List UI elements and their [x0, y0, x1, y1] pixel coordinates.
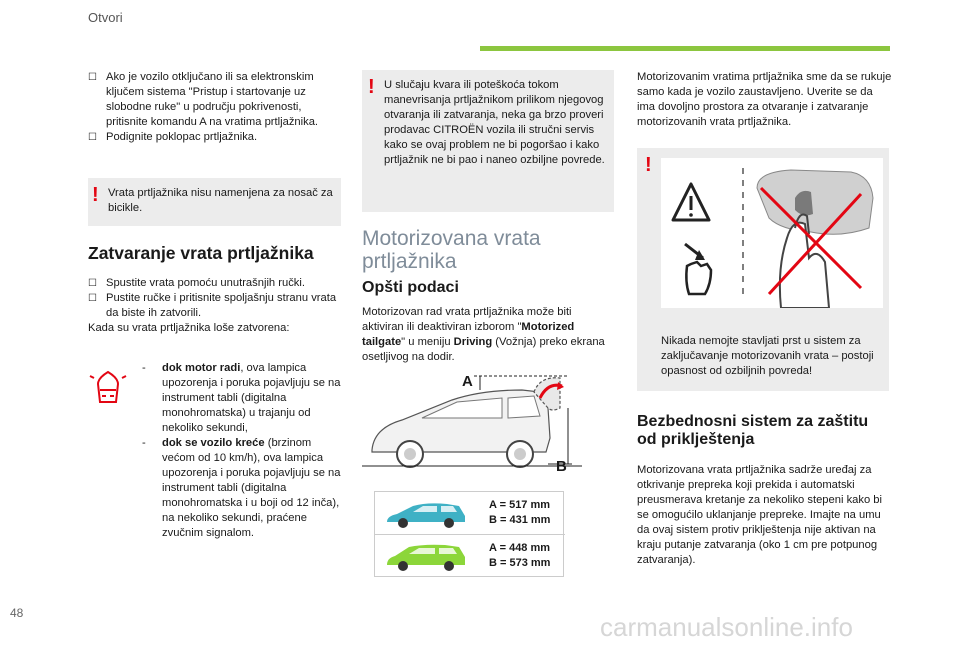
bullet-item: ☐ Pustite ručke i pritisnite spoljašnju stranu vrata da biste ih zatvorili.	[88, 292, 337, 319]
warning-box-bicycle	[88, 178, 341, 226]
open-instructions	[88, 70, 343, 145]
dimensions-table	[374, 491, 564, 577]
warning-box-finger	[637, 148, 889, 391]
table-row	[375, 492, 565, 535]
dimension-label-b: B	[556, 458, 567, 475]
open-tailgate-warning-icon	[88, 366, 128, 406]
dimension-b-value: B = 431 mm	[489, 514, 551, 526]
warning-text: U slučaju kvara ili poteškoća tokom manevrisanja prtljažnikom prilikom njegovog otvaranja ili zatvaranja, neka ga brzo proveri prodavac CITROËN vozila ili stručni servis kako se ovaj problem ne bi pogoršao i kako prtljažnik ne bi pao i naneo ozbiljne povrede.	[384, 79, 605, 166]
table-row	[375, 535, 565, 578]
general-info-heading: Opšti podaci	[362, 279, 459, 296]
anti-pinch-text: Motorizovana vrata prtljažnika sadrže uređaj za otkrivanje prepreka koji prekida i automatski preusmerava kretanje za nekoliko stepeni kako bi se omogućilo uklanjanje prepreke. Imajte na umu da ovaj sistem protiv priklještenja nije aktivan na kraju putanje zatvaranja (oko 1 cm pre potpunog zatvaranja).	[637, 464, 883, 566]
list-item: - dok se vozilo kreće (brzinom većom od 10 km/h), ova lampica upozorenja i poruka pojavljuju se na instrument tabli (digitalna monohromatska i u boji od 12 inča), na nekoliko sekundi, praćene zvučnim signalom.	[142, 437, 341, 539]
warning-text: Vrata prtljažnika nisu namenjena za nosač za bicikle.	[108, 187, 333, 214]
page-number: 48	[10, 606, 24, 620]
finger-warning-caption: Nikada nemojte stavljati prst u sistem za zaključavanje motorizovanih vrata – postoji opasnost od ozbiljnih povreda!	[661, 335, 874, 377]
bullet-item: ☐ Spustite vrata pomoću unutrašnjih ručki.	[88, 277, 305, 289]
watermark: carmanualsonline.info	[600, 612, 853, 642]
motorized-tailgate-heading: Motorizovana vrata prtljažnika	[362, 227, 541, 273]
warning-exclamation-icon: !	[368, 76, 375, 98]
motorized-intro-text: Motorizovanim vratima prtljažnika sme da se rukuje samo kada je vozilo zaustavljeno. Uverite se da ima dovoljno prostora za otvaranje i zatvaranje motorizovanih vrata prtljažnika.	[637, 71, 892, 128]
warning-box-malfunction	[362, 70, 614, 212]
warning-exclamation-icon: !	[92, 184, 99, 206]
closing-instructions	[88, 276, 343, 336]
anti-pinch-heading: Bezbednosni sistem za zaštitu od priklještenja	[637, 413, 869, 448]
closing-heading: Zatvaranje vrata prtljažnika	[88, 243, 314, 263]
warning-exclamation-icon: !	[645, 154, 652, 176]
warning-conditions-list	[142, 361, 342, 541]
car-silhouette-icon	[383, 543, 469, 573]
checkbox-bullet-icon: ☐	[88, 293, 97, 304]
general-info-text: Motorizovan rad vrata prtljažnika može biti aktiviran ili deaktiviran izborom "Motorized tailgate" u meniju Driving (Vožnja) preko ekrana osetljivog na dodir.	[362, 306, 605, 363]
dimension-label-a: A	[462, 373, 473, 390]
checkbox-bullet-icon: ☐	[88, 132, 97, 143]
dimension-b-value: B = 573 mm	[489, 557, 551, 569]
closing-note: Kada su vrata prtljažnika loše zatvorena:	[88, 322, 290, 334]
section-accent-bar	[480, 46, 890, 51]
checkbox-bullet-icon: ☐	[88, 278, 97, 289]
finger-pinch-warning-illustration	[661, 158, 883, 308]
section-label: Otvori	[88, 10, 123, 25]
car-silhouette-icon	[383, 500, 469, 530]
list-item: - dok motor radi, ova lampica upozorenja i poruka pojavljuju se na instrument tabli (digitalna monohromatska) u trajanju od nekoliko sekundi,	[142, 362, 341, 434]
dimension-a-value: A = 448 mm	[489, 542, 551, 554]
bullet-item: ☐ Ako je vozilo otključano ili sa elektronskim ključem sistema "Pristup i startovanje uz slobodne ruke" u području pokrivenosti, pritisnite komandu A na vratima prtljažnika.	[88, 71, 319, 128]
dimension-a-value: A = 517 mm	[489, 499, 551, 511]
bullet-item: ☐ Podignite poklopac prtljažnika.	[88, 131, 258, 143]
checkbox-bullet-icon: ☐	[88, 72, 97, 83]
